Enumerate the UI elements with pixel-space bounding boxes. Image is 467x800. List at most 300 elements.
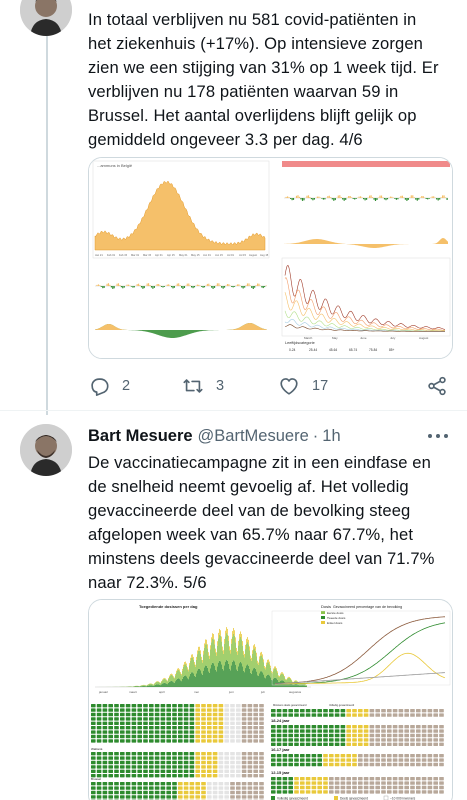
waffle-cell [219,726,224,729]
waffle-cell [213,765,218,768]
waffle-cell [230,786,235,789]
waffle-cell [103,713,108,716]
bar [289,677,290,678]
bar [222,647,223,651]
bar [184,286,185,288]
waffle-cell [224,739,229,742]
waffle-cell [329,729,334,732]
bar [375,198,376,201]
chart-title-left: Toegediende dosissen per dag [139,604,198,609]
bar [234,661,235,687]
bar [231,639,232,644]
waffle-cell [253,730,258,733]
waffle-cell [364,786,369,789]
author-handle[interactable]: @BartMesuere [197,426,309,445]
bar [219,635,220,661]
bar [102,286,103,288]
waffle-cell [288,758,293,761]
bar [293,198,294,200]
waffle-cell [393,725,398,728]
bar [122,286,123,288]
bar [371,195,372,198]
waffle-cell [294,763,299,766]
waffle-cell [219,704,224,707]
bar [223,654,224,671]
waffle-cell [137,774,142,777]
bar [210,645,211,649]
waffle-cell [306,763,311,766]
bar [345,198,346,200]
waffle-cell [137,782,142,785]
waffle-cell [97,756,102,759]
waffle-cell [306,734,311,737]
waffle-cell [108,752,113,755]
bar [179,679,180,687]
bar [216,656,217,672]
bar [224,665,225,687]
bar [332,198,333,199]
waffle-cell [195,786,200,789]
waffle-cell [259,782,264,785]
bar [142,685,143,686]
bar [303,198,304,200]
bar [205,639,206,644]
waffle-cell [161,770,166,773]
waffle-cell [137,765,142,768]
waffle-cell [132,795,137,798]
bar [180,672,181,673]
waffle-cell [439,786,444,789]
waffle-cell [364,713,369,716]
waffle-cell [103,774,108,777]
bar [406,198,407,201]
bar [197,285,198,286]
bar [231,286,232,287]
bar [231,644,232,666]
bar [213,639,214,663]
tick: June [360,336,367,340]
waffle-cell [207,735,212,738]
retweet-button[interactable] [182,374,224,398]
waffle-cell [97,765,102,768]
waffle-cell [178,735,183,738]
bar [184,665,185,676]
bar [221,286,222,288]
bar [176,680,177,687]
bar [344,198,345,201]
waffle-cell [352,725,357,728]
waffle-cell [236,756,241,759]
waffle-cell [399,743,404,746]
waffle-cell [422,763,427,766]
waffle-cell [271,729,276,732]
waffle-cell [97,739,102,742]
bar [176,671,177,673]
waffle-cell [172,735,177,738]
waffle-cell [149,717,154,720]
bar [114,286,115,288]
waffle-cell [393,713,398,716]
waffle-cell [219,786,224,789]
waffle-cell [207,722,212,725]
waffle-cell [375,738,380,741]
bar [98,284,99,286]
waffle-cell [132,726,137,729]
more-options-button[interactable] [428,428,448,444]
waffle-cell [114,770,119,773]
waffle-cell [259,786,264,789]
waffle-cell [166,782,171,785]
waffle-cell [352,738,357,741]
waffle-cell [346,738,351,741]
waffle-cell [155,717,160,720]
reply-button[interactable] [88,374,130,398]
waffle-cell [143,791,148,794]
waffle-cell [387,729,392,732]
waffle-cell [422,725,427,728]
bar [384,198,385,199]
bar [232,662,233,687]
waffle-cell [103,756,108,759]
waffle-cell [242,786,247,789]
waffle-cell [323,754,328,757]
waffle-cell [370,738,375,741]
bar [178,670,179,678]
waffle-cell [155,713,160,716]
bar [280,674,281,675]
waffle-cell [178,791,183,794]
waffle-cell [271,786,276,789]
waffle-cell [230,774,235,777]
waffle-cell [114,704,119,707]
waffle-cell [358,709,363,712]
waffle-cell [248,739,253,742]
waffle-cell [126,726,131,729]
bar [324,198,325,199]
bar [144,286,145,288]
tweet-5-of-6[interactable] [0,424,467,800]
waffle-cell [364,738,369,741]
bar [270,677,271,687]
waffle-cell [399,754,404,757]
bar [173,682,174,687]
waffle-cell [283,734,288,737]
waffle-cell [271,734,276,737]
bar [262,658,263,673]
bar [209,659,210,673]
waffle-cell [230,782,235,785]
bar [374,198,375,200]
bar [271,673,272,680]
bar [228,664,229,687]
tick: mei [194,690,199,694]
waffle-cell [143,795,148,798]
waffle-cell [259,735,264,738]
waffle-cell [213,782,218,785]
bar [134,286,135,287]
bar [183,677,184,687]
waffle-cell [114,782,119,785]
bar [390,197,391,198]
bar [411,195,412,198]
waffle-cell [253,717,258,720]
bar [191,672,192,687]
waffle-cell [178,713,183,716]
tick: March [304,336,313,340]
bar [179,671,180,679]
waffle-cell [335,781,340,784]
bar [264,666,265,668]
bar [250,656,251,659]
waffle-cell [103,795,108,798]
bar [155,683,156,685]
waffle-cell [381,777,386,780]
bar [143,685,144,686]
waffle-cell [178,770,183,773]
waffle-cell [97,795,102,798]
bar [218,663,219,687]
bar [141,685,142,686]
bar [397,198,398,199]
bar [262,672,263,687]
waffle-cell [120,770,125,773]
waffle-cell [184,739,189,742]
vaccination-charts-image [89,600,453,800]
waffle-cell [97,752,102,755]
waffle-cell [190,761,195,764]
avatar[interactable] [20,424,72,476]
bar [278,682,279,687]
waffle-cell [242,735,247,738]
waffle-cell [91,756,96,759]
bar [408,198,409,200]
bar [207,649,208,668]
text-line: minstens deels gevaccineerde deel van 71.7% [88,549,435,568]
waffle-cell [404,729,409,732]
bar [239,634,240,639]
bar [160,685,161,687]
bar [292,682,293,683]
tick: Aug 15 [260,254,269,257]
waffle-cell [404,754,409,757]
waffle-cell [219,795,224,798]
waffle-cell [149,739,154,742]
author-name[interactable]: Bart Mesuere [88,426,193,445]
waffle-cell [387,758,392,761]
waffle-cell [224,774,229,777]
waffle-cell [433,725,438,728]
waffle-cell [108,730,113,733]
waffle-cell [172,770,177,773]
waffle-cell [149,704,154,707]
bar [385,198,386,200]
waffle-cell [306,738,311,741]
bar [229,650,230,668]
waffle-cell [207,761,212,764]
legend-item: 65-74 [349,348,358,352]
bar [214,644,215,665]
bar [304,685,305,687]
waffle-cell [399,709,404,712]
bar [234,636,235,662]
waffle-cell [236,761,241,764]
bar [162,679,163,680]
waffle-cell [236,795,241,798]
like-button[interactable] [278,374,328,398]
bar [157,284,158,286]
waffle-cell [155,739,160,742]
group-label: Wallonië [91,747,103,751]
bar [300,686,301,687]
waffle-cell [242,782,247,785]
bar [174,678,175,679]
bar [258,676,259,687]
waffle-cell [236,774,241,777]
waffle-cell [259,739,264,742]
bar [194,286,195,287]
waffle-cell [381,713,386,716]
waffle-cell [219,722,224,725]
waffle-cell [97,726,102,729]
waffle-cell [108,717,113,720]
waffle-cell [137,708,142,711]
bar [196,673,197,687]
waffle-cell [416,754,421,757]
tweet-media-vaccination-charts[interactable] [88,599,453,800]
bar [206,666,207,687]
text-line: In totaal verblijven nu 581 covid-patiënten in [88,10,417,29]
waffle-cell [346,781,351,784]
bar [190,674,191,687]
waffle-cell [352,758,357,761]
bar [185,676,186,687]
bar [260,672,261,687]
bar [209,656,210,659]
bar [351,197,352,198]
bar [157,684,158,687]
waffle-cell [422,777,427,780]
waffle-cell [323,729,328,732]
bar [314,198,315,200]
waffle-cell [294,781,299,784]
bar [107,284,108,286]
timestamp[interactable]: 1h [322,426,341,445]
waffle-cell [166,704,171,707]
bar [181,286,182,288]
waffle-cell [352,777,357,780]
bar [167,681,168,684]
waffle-cell [312,729,317,732]
waffle-cell [161,795,166,798]
waffle-cell [219,774,224,777]
waffle-cell [213,717,218,720]
bar [156,681,157,682]
waffle-cell [126,770,131,773]
waffle-cell [161,756,166,759]
tweet-media-hospital-charts[interactable] [88,157,453,359]
waffle-cell [91,795,96,798]
bar [301,685,302,687]
waffle-cell [178,786,183,789]
waffle-cell [317,709,322,712]
waffle-cell [259,761,264,764]
waffle-cell [428,754,433,757]
waffle-cell [155,735,160,738]
waffle-cell [323,713,328,716]
bar [254,644,255,648]
waffle-cell [219,756,224,759]
waffle-cell [207,726,212,729]
bar [213,634,214,639]
waffle-cell [178,722,183,725]
waffle-cell [312,786,317,789]
bar [369,196,370,198]
waffle-cell [439,777,444,780]
waffle-cell [364,743,369,746]
bar [254,668,255,687]
bar [184,662,185,664]
waffle-cell [416,786,421,789]
bar [124,286,125,288]
waffle-cell [428,786,433,789]
bar [174,683,175,687]
bar [149,684,150,686]
waffle-cell [346,743,351,746]
bar [233,634,234,661]
waffle-cell [178,752,183,755]
waffle-cell [120,765,125,768]
text-line: de snelheid neemt gevoelig af. Het volledig [88,477,409,496]
share-button[interactable] [426,374,448,398]
bar [342,198,343,200]
bar [278,676,279,681]
bar [175,674,176,675]
waffle-cell [108,722,113,725]
bar [254,648,255,667]
waffle-cell [161,765,166,768]
waffle-cell [294,777,299,780]
waffle-cell [201,722,206,725]
waffle-cell [143,717,148,720]
waffle-cell [114,717,119,720]
bar [202,660,203,663]
waffle-cell [375,781,380,784]
waffle-cell [224,765,229,768]
avatar[interactable] [20,0,72,36]
bar [258,663,259,665]
waffle-cell [143,704,148,707]
bar [264,678,265,687]
waffle-cell [213,770,218,773]
waffle-cell [195,782,200,785]
waffle-cell [277,743,282,746]
bar [248,283,249,286]
waffle-cell [178,774,183,777]
bar [249,669,250,687]
waffle-cell [288,786,293,789]
waffle-cell [375,754,380,757]
waffle-cell [253,739,258,742]
waffle-cell [91,782,96,785]
waffle-cell [242,713,247,716]
bar [171,681,172,687]
waffle-cell [103,726,108,729]
waffle-cell [126,774,131,777]
bar [139,285,140,286]
waffle-cell [300,763,305,766]
bar [237,671,238,687]
bar [333,198,334,201]
